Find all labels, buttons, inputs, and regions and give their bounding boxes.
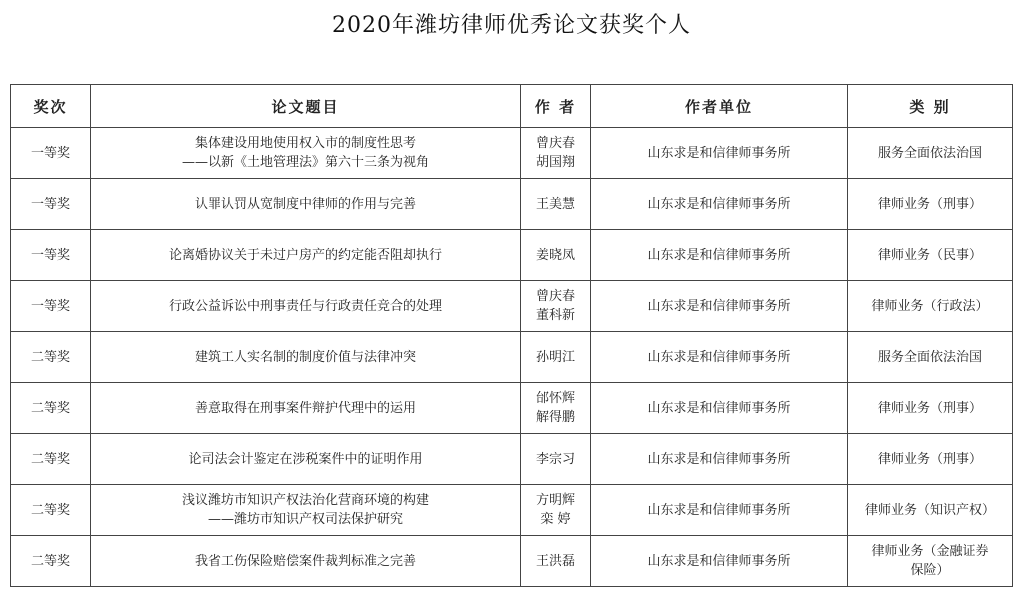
category-cell (848, 332, 1013, 383)
header-unit: 作者单位 (591, 85, 848, 128)
paper-title-cell (91, 128, 521, 179)
category-cell (848, 230, 1013, 281)
category-cell (848, 485, 1013, 536)
awards-table (10, 84, 1013, 587)
paper-title-cell (91, 230, 521, 281)
header-title: 论文题目 (91, 85, 521, 128)
author-unit-cell: 山东求是和信律师事务所 (591, 536, 848, 587)
paper-title-line: 我省工伤保险赔偿案件裁判标准之完善 (194, 553, 416, 569)
award-cell: 一等奖 (11, 230, 91, 281)
category-cell (848, 434, 1013, 485)
paper-title-line: 善意取得在刑事案件辩护代理中的运用 (194, 400, 416, 416)
paper-title-line: 集体建设用地使用权入市的制度性思考 (194, 136, 416, 151)
award-cell: 一等奖 (11, 281, 91, 332)
category-cell (848, 128, 1013, 179)
header-award: 奖次 (11, 85, 91, 128)
award-cell: 一等奖 (11, 128, 91, 179)
author-unit-cell: 山东求是和信律师事务所 (591, 485, 848, 536)
category-line: 律师业务（行政法） (871, 298, 989, 314)
author-cell (521, 332, 591, 383)
header-author: 作 者 (521, 85, 591, 128)
paper-title-line: ——潍坊市知识产权司法保护研究 (207, 512, 403, 527)
table-header-row (11, 85, 1013, 128)
award-cell: 一等奖 (11, 179, 91, 230)
author-name: 曾庆春 (535, 136, 575, 151)
table-row (11, 281, 1013, 332)
author-unit-cell: 山东求是和信律师事务所 (591, 128, 848, 179)
paper-title-cell (91, 179, 521, 230)
paper-title-cell (91, 383, 521, 434)
author-name: 孙明江 (535, 349, 575, 365)
paper-title-line: 认罪认罚从宽制度中律师的作用与完善 (194, 196, 416, 212)
author-name: 邰怀辉 (535, 391, 575, 406)
author-name: 胡国翔 (535, 155, 575, 170)
author-cell (521, 128, 591, 179)
category-cell (848, 179, 1013, 230)
author-cell (521, 536, 591, 587)
category-line: 服务全面依法治国 (877, 349, 982, 365)
award-cell: 二等奖 (11, 383, 91, 434)
author-name: 董科新 (535, 308, 575, 323)
category-line: 保险） (910, 563, 950, 578)
table-row (11, 383, 1013, 434)
category-line: 律师业务（金融证券 (871, 544, 989, 559)
author-cell (521, 383, 591, 434)
paper-title-line: 论司法会计鉴定在涉税案件中的证明作用 (188, 451, 423, 467)
author-unit-cell: 山东求是和信律师事务所 (591, 434, 848, 485)
document-title: 2020年潍坊律师优秀论文获奖个人 (332, 13, 691, 38)
author-cell (521, 434, 591, 485)
author-unit-cell: 山东求是和信律师事务所 (591, 332, 848, 383)
category-line: 律师业务（知识产权） (864, 502, 995, 518)
award-cell: 二等奖 (11, 434, 91, 485)
category-line: 服务全面依法治国 (877, 145, 982, 161)
table-row (11, 332, 1013, 383)
category-cell (848, 281, 1013, 332)
author-cell (521, 281, 591, 332)
category-line: 律师业务（刑事） (877, 400, 982, 416)
author-name: 李宗习 (535, 451, 575, 467)
category-line: 律师业务（民事） (877, 247, 982, 263)
paper-title-line: 建筑工人实名制的制度价值与法律冲突 (194, 349, 416, 365)
author-unit-cell: 山东求是和信律师事务所 (591, 281, 848, 332)
paper-title-line: 行政公益诉讼中刑事责任与行政责任竞合的处理 (168, 298, 442, 314)
author-name: 曾庆春 (535, 289, 575, 304)
author-cell (521, 230, 591, 281)
paper-title-cell (91, 536, 521, 587)
paper-title-cell (91, 281, 521, 332)
author-unit-cell: 山东求是和信律师事务所 (591, 383, 848, 434)
category-cell (848, 536, 1013, 587)
paper-title-cell (91, 332, 521, 383)
author-unit-cell: 山东求是和信律师事务所 (591, 230, 848, 281)
category-cell (848, 383, 1013, 434)
author-cell (521, 179, 591, 230)
author-cell (521, 485, 591, 536)
table-row (11, 434, 1013, 485)
award-cell: 二等奖 (11, 332, 91, 383)
author-name: 解得鹏 (535, 410, 575, 425)
author-unit-cell: 山东求是和信律师事务所 (591, 179, 848, 230)
author-name: 栾 婷 (540, 512, 571, 527)
author-name: 方明辉 (535, 493, 575, 508)
award-cell: 二等奖 (11, 536, 91, 587)
table-row (11, 179, 1013, 230)
author-name: 王美慧 (535, 196, 575, 212)
author-name: 王洪磊 (535, 553, 575, 569)
category-line: 律师业务（刑事） (877, 451, 982, 467)
paper-title-line: ——以新《土地管理法》第六十三条为视角 (181, 155, 429, 170)
table-row (11, 536, 1013, 587)
paper-title-line: 论离婚协议关于未过户房产的约定能否阻却执行 (168, 247, 442, 263)
award-cell: 二等奖 (11, 485, 91, 536)
paper-title-cell (91, 434, 521, 485)
table-row (11, 230, 1013, 281)
table-body (11, 128, 1013, 587)
category-line: 律师业务（刑事） (877, 196, 982, 212)
table-row (11, 485, 1013, 536)
author-name: 姜晓凤 (535, 247, 575, 263)
paper-title-line: 浅议潍坊市知识产权法治化营商环境的构建 (181, 493, 429, 508)
table-row (11, 128, 1013, 179)
paper-title-cell (91, 485, 521, 536)
header-category: 类 别 (848, 85, 1013, 128)
